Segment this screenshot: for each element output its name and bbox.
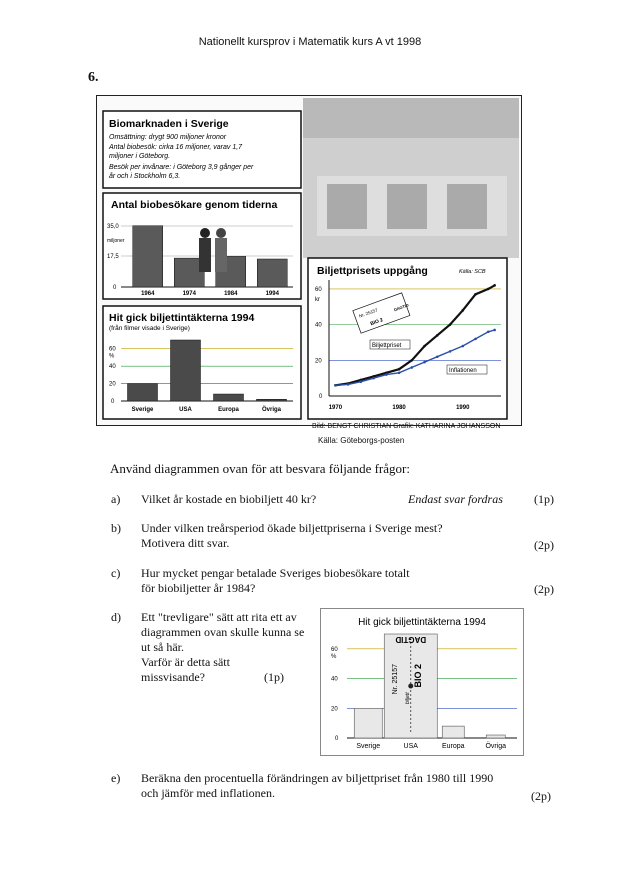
price-ytick-unit: kr (315, 296, 320, 303)
revenue-ytick-20: 20 (109, 381, 116, 388)
info-line-5: år och i Stockholm 6,3. (109, 173, 181, 180)
revenue-ytick-40: 40 (109, 364, 116, 371)
revenue-bar-USA (171, 340, 201, 401)
stylized-ticket-bio: BIO 2 (412, 664, 423, 688)
price-point-1-4 (385, 373, 388, 376)
price-point-1-11 (474, 338, 477, 341)
visitors-bar-1994 (257, 259, 287, 287)
stylized-ytick-40: 40 (331, 676, 338, 683)
stylized-ticket-note: biljett (404, 692, 411, 704)
price-chart-title: Biljettprisets uppgång (317, 265, 428, 277)
visitors-xtick-1964: 1964 (141, 291, 155, 297)
stylized-revenue-chart (331, 617, 517, 750)
question-e-line1: Beräkna den procentuella förändringen av biljettpriset från 1980 till 1990 (141, 771, 494, 785)
stylized-xtick-Övriga: Övriga (485, 743, 507, 750)
revenue-xtick-USA: USA (179, 407, 192, 413)
price-point-1-10 (461, 345, 464, 348)
price-ytick-60: 60 (315, 286, 322, 293)
price-point-0-8 (436, 334, 439, 337)
instructions: Använd diagrammen ovan för att besvara följande frågor: (110, 461, 410, 476)
visitors-xtick-1984: 1984 (224, 291, 238, 297)
price-point-1-8 (436, 355, 439, 358)
question-a-label: a) (111, 492, 121, 506)
price-point-1-5 (398, 372, 401, 375)
price-point-1-7 (423, 361, 426, 364)
stylized-ticket-dagtid: DAGTID (395, 635, 427, 644)
price-point-1-0 (334, 384, 337, 387)
stylized-ticket-bar-Sverige (354, 708, 382, 738)
price-point-1-9 (449, 350, 452, 353)
person-figure-body (199, 238, 211, 272)
question-d-line5: missvisande? (141, 670, 205, 684)
question-b-line1: Under vilken treårsperiod ökade biljettpriserna i Sverige mest? (141, 521, 443, 535)
price-point-0-9 (449, 323, 452, 326)
price-point-1-6 (411, 366, 414, 369)
question-c-line2: för biobiljetter år 1984? (141, 581, 256, 595)
question-number: 6. (88, 70, 99, 85)
question-d-label: d) (111, 610, 121, 624)
visitors-yunit: miljoner (107, 238, 125, 244)
person-figure-body-2 (215, 238, 227, 272)
info-line-1: Omsättning: drygt 900 miljoner kronor (109, 134, 227, 141)
revenue-chart-title: Hit gick biljettintäkterna 1994 (109, 312, 255, 324)
price-point-0-5 (398, 368, 401, 371)
visitors-ytick-0: 35,0 (107, 224, 119, 230)
stylized-ticket-number: Nr. 25157 (391, 664, 399, 695)
revenue-xtick-Övriga: Övriga (261, 407, 282, 413)
person-figure-icon-2 (216, 228, 226, 238)
question-a-text: Vilket år kostade en biobiljett 40 kr? (141, 492, 317, 506)
question-e-label: e) (111, 771, 121, 785)
stylized-ytick-0: 0 (335, 736, 339, 742)
price-point-0-7 (423, 345, 426, 348)
question-c-line1: Hur mycket pengar betalade Sveriges biobesökare totalt (141, 566, 410, 580)
stylized-revenue-chart-box (320, 608, 524, 756)
revenue-ytick-0: 0 (111, 399, 115, 405)
question-c-label: c) (111, 566, 121, 580)
price-chart-source: Källa: SCB (459, 269, 486, 275)
stylized-revenue-svg (321, 609, 523, 755)
ticket-bio: BIO 2 (369, 317, 384, 328)
question-d-line2: diagrammen ovan skulle kunna se (141, 625, 305, 639)
question-b-label: b) (111, 521, 121, 535)
revenue-ytick-unit: % (109, 353, 115, 360)
visitors-ytick-1: 17,5 (107, 254, 119, 260)
price-series-label-0: Biljettpriset (372, 343, 402, 349)
ticket-dagtid: DAGTID (393, 302, 410, 313)
info-line-3: miljoner i Göteborg. (109, 153, 171, 160)
stylized-ytick-20: 20 (331, 706, 338, 713)
figure-credit: Bild: BENGT CHRISTIAN Grafik: KATHARINA JOHANSSON (312, 423, 501, 430)
price-ytick-40: 40 (315, 322, 322, 329)
visitors-chart-title: Antal biobesökare genom tiderna (111, 199, 278, 211)
revenue-ytick-60: 60 (109, 346, 116, 353)
price-point-1-12 (487, 330, 490, 333)
question-c-points: (2p) (534, 582, 554, 596)
revenue-xtick-Sverige: Sverige (131, 407, 154, 413)
stylized-ticket-bar-Övriga (486, 735, 505, 738)
visitors-xtick-1994: 1994 (265, 291, 279, 297)
price-point-1-13 (493, 329, 496, 332)
ticket-number: Nr. 25157 (358, 307, 379, 319)
question-d-points: (1p) (264, 670, 284, 684)
question-d-line1: Ett "trevligare" sätt att rita ett av (141, 610, 297, 624)
question-a-note: Endast svar fordras (408, 492, 503, 506)
price-point-0-10 (461, 309, 464, 312)
price-point-1-3 (372, 377, 375, 380)
stylized-ytick-60: 60 (331, 646, 338, 653)
person-figure-icon (200, 228, 210, 238)
price-point-0-12 (487, 288, 490, 291)
revenue-chart-subtitle: (från filmer visade i Sverige) (109, 325, 190, 332)
figure-source: Källa: Göteborgs-posten (318, 436, 405, 445)
visitors-bar-1964 (133, 226, 163, 287)
info-line-4: Besök per invånare: i Göteborg 3,9 gånger per (109, 164, 254, 171)
stylized-ticket-bar-Europa (442, 726, 464, 738)
stylized-ytick-unit: % (331, 653, 337, 660)
info-box-title: Biomarknaden i Sverige (109, 118, 229, 130)
figure-panel (96, 95, 522, 426)
price-point-1-2 (360, 380, 363, 383)
question-e-points: (2p) (531, 789, 551, 803)
price-point-0-6 (411, 359, 414, 362)
question-d-line3: ut så här. (141, 640, 184, 654)
info-line-2: Antal biobesök: cirka 16 miljoner, varav 1,7 (109, 144, 243, 151)
question-b-line2: Motivera ditt svar. (141, 536, 230, 550)
price-series-label-1: Inflationen (449, 368, 477, 374)
question-d-line4: Varför är detta sätt (141, 655, 230, 669)
price-point-0-13 (493, 284, 496, 287)
price-point-1-1 (347, 383, 350, 386)
revenue-bar-Europa (214, 394, 244, 401)
page-header: Nationellt kursprov i Matematik kurs A vt 1998 (198, 36, 422, 48)
price-ytick-20: 20 (315, 358, 322, 365)
price-xtick-1980: 1980 (392, 405, 406, 411)
visitors-ytick-2: 0 (113, 285, 117, 291)
price-xtick-1970: 1970 (328, 405, 343, 411)
revenue-xtick-Europa: Europa (218, 407, 239, 413)
stylized-xtick-USA: USA (403, 743, 418, 750)
revenue-bar-Övriga (257, 399, 287, 401)
price-xtick-1990: 1990 (456, 405, 470, 411)
question-b-points: (2p) (534, 538, 554, 552)
visitors-xtick-1974: 1974 (182, 291, 196, 297)
stylized-chart-title: Hit gick biljettintäkterna 1994 (358, 617, 486, 628)
question-e-line2: och jämför med inflationen. (141, 786, 275, 800)
revenue-bar-Sverige (128, 384, 158, 401)
stylized-xtick-Sverige: Sverige (356, 743, 381, 750)
price-point-0-11 (474, 293, 477, 296)
price-ytick-0: 0 (319, 394, 323, 400)
stylized-xtick-Europa: Europa (441, 743, 465, 750)
question-a-points: (1p) (534, 492, 554, 506)
figure-svg (97, 96, 521, 425)
